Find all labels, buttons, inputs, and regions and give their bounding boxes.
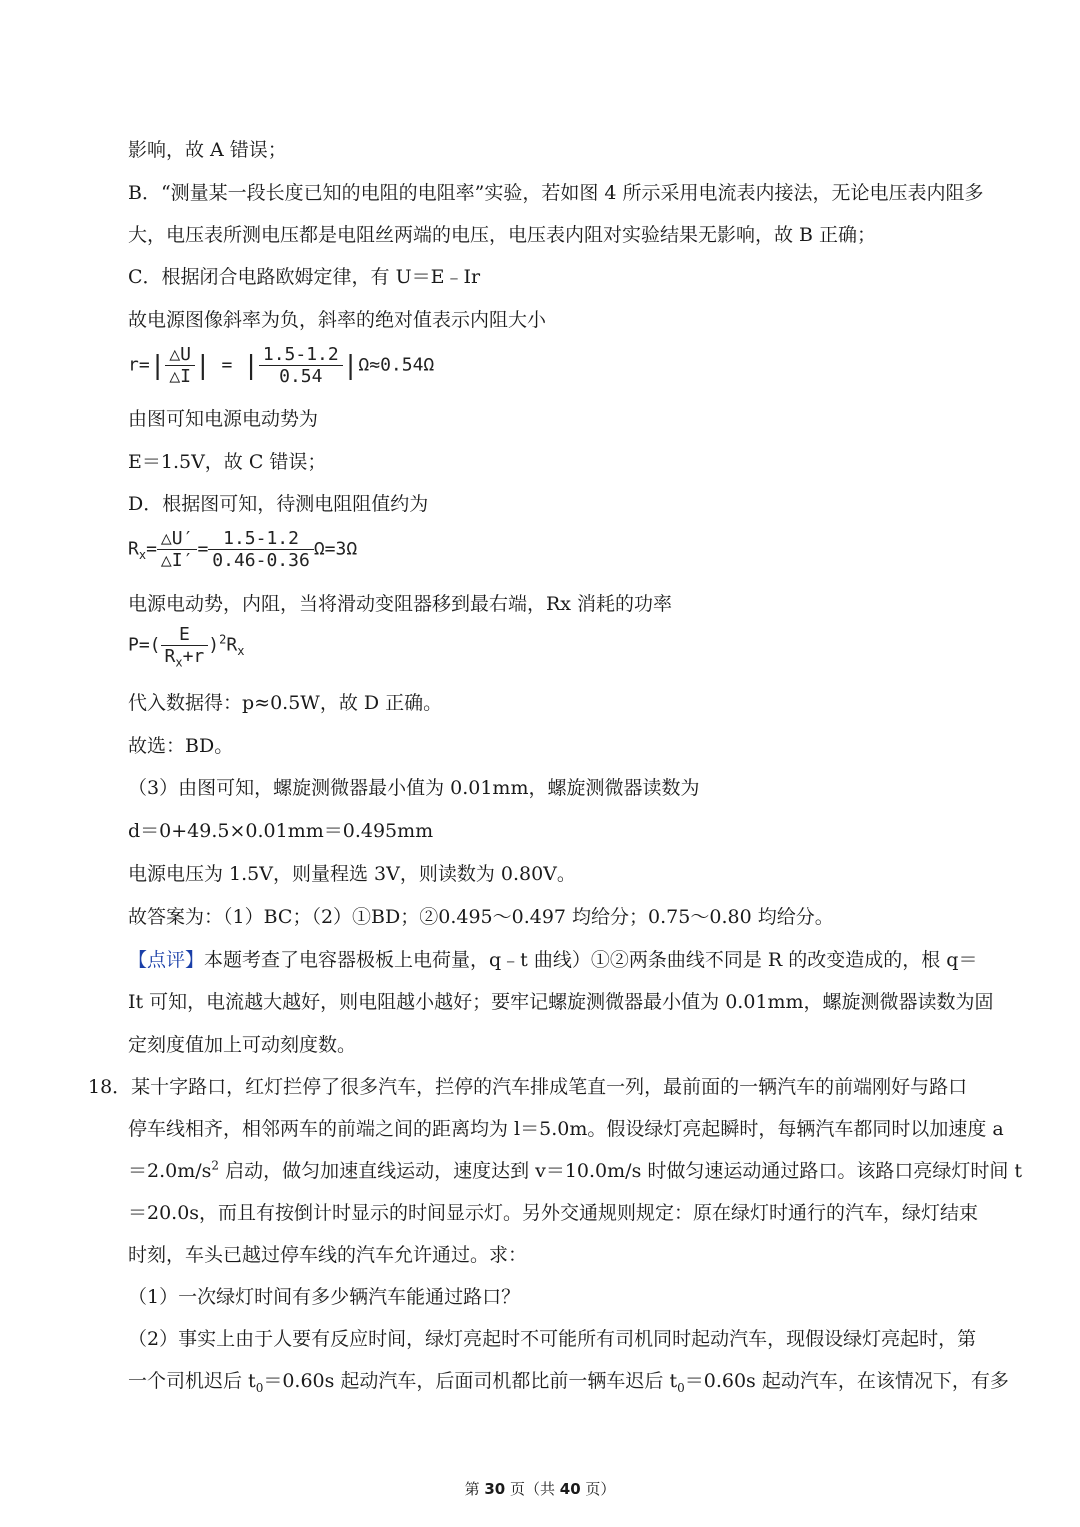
- formula-r-rhs: Ω≈0.54Ω: [358, 354, 435, 376]
- numerator: E: [178, 624, 190, 645]
- line-7: E＝1.5V，故 C 错误；: [128, 451, 327, 473]
- formula-r-lhs: r=: [128, 354, 150, 376]
- subscript: 0: [255, 1380, 264, 1395]
- footer-post: 页）: [580, 1480, 616, 1498]
- q18-line-5: 时刻，车头已越过停车线的汽车允许通过。求：: [128, 1244, 528, 1266]
- superscript: 2: [211, 1158, 220, 1173]
- subscript: x: [237, 644, 245, 659]
- line-4: C．根据闭合电路欧姆定律，有 U＝E﹣Ir: [128, 266, 481, 288]
- q18-line-2: 停车线相齐，相邻两车的前端之间的距离均为 l＝5.0m。假设绿灯亮起瞬时，每辆汽车都同时以加速度 a: [128, 1118, 1004, 1140]
- line-15: 故答案为：（1）BC；（2）①BD；②0.495～0.497 均给分；0.75～0.80 均给分。: [128, 906, 834, 928]
- accel-value: ＝2.0m/s: [128, 1160, 212, 1182]
- line-9: 电源电动势，内阻，当将滑动变阻器移到最右端，Rx 消耗的功率: [128, 593, 673, 615]
- line-1: 影响，故 A 错误；: [128, 139, 287, 161]
- numerator: 1.5-1.2: [223, 528, 299, 549]
- line-13: d＝0+49.5×0.01mm＝0.495mm: [128, 820, 434, 842]
- fraction-values: [259, 344, 343, 387]
- abs-bar: |: [195, 350, 211, 381]
- line-3: 大，电压表所测电压都是电阻丝两端的电压，电压表内阻对实验结果无影响，故 B 正确；: [128, 224, 877, 246]
- fraction-values: [208, 528, 314, 571]
- q18-line-3: [128, 1159, 1022, 1183]
- line-6: 由图可知电源电动势为: [128, 408, 319, 430]
- equals: =: [221, 354, 233, 376]
- q18-line-8-c: ＝0.60s 起动汽车，在该情况下，有多: [684, 1370, 1009, 1392]
- subscript: x: [175, 655, 183, 670]
- line-5: 故电源图像斜率为负，斜率的绝对值表示内阻大小: [128, 309, 547, 331]
- fraction-du-di: [165, 344, 195, 387]
- formula-p: [128, 624, 245, 670]
- formula-rx-rhs: Ω=3Ω: [313, 538, 358, 560]
- close-paren: ): [208, 634, 220, 656]
- subscript: 0: [677, 1380, 685, 1395]
- subscript: x: [138, 548, 147, 563]
- q18-line-1: 18．某十字路口，红灯拦停了很多汽车，拦停的汽车排成笔直一列，最前面的一辆汽车的前端刚好与路口: [88, 1076, 968, 1098]
- superscript: 2: [219, 632, 227, 647]
- review-text: 本题考查了电容器极板上电荷量，q﹣t 曲线）①②两条曲线不同是 R 的改变造成的，根 q＝: [204, 949, 978, 971]
- formula-r: [128, 344, 434, 387]
- line-12: （3）由图可知，螺旋测微器最小值为 0.01mm，螺旋测微器读数为: [128, 777, 700, 799]
- den-tail: +r: [182, 646, 205, 667]
- footer-pre: 第: [464, 1480, 485, 1498]
- equals: =: [146, 538, 157, 560]
- q18-line-6: （1）一次绿灯时间有多少辆汽车能通过路口？: [128, 1286, 521, 1308]
- denominator: 0.46-0.36: [208, 549, 314, 571]
- abs-bar: |: [342, 350, 359, 381]
- denominator: △I′: [157, 549, 198, 571]
- q18-line-7: （2）事实上由于人要有反应时间，绿灯亮起时不可能所有司机同时起动汽车，现假设绿灯亮起时，第: [128, 1328, 977, 1350]
- review-tag: 【点评】: [128, 949, 205, 971]
- denominator: △I: [165, 365, 195, 387]
- line-2: B．“测量某一段长度已知的电阻的电阻率”实验，若如图 4 所示采用电流表内接法，无论电压表内阻多: [128, 182, 984, 204]
- numerator: 1.5-1.2: [262, 344, 339, 365]
- formula-rx: [128, 528, 357, 571]
- line-18: 定刻度值加上可动刻度数。: [128, 1034, 357, 1056]
- q18-line-3-rest: 启动，做匀加速直线运动，速度达到 v＝10.0m/s 时做匀速运动通过路口。该路口亮绿灯时间 t: [219, 1160, 1023, 1182]
- fraction-e-over-r: [161, 624, 209, 670]
- line-10: 代入数据得：p≈0.5W，故 D 正确。: [128, 692, 443, 714]
- abs-bar: |: [149, 350, 166, 381]
- numerator: △U′: [160, 528, 194, 549]
- page-total: 40: [559, 1480, 581, 1498]
- denominator: 0.54: [259, 365, 343, 387]
- q18-line-4: ＝20.0s，而且有按倒计时显示的时间显示灯。另外交通规则规定：原在绿灯时通行的汽车，绿灯结束: [128, 1202, 979, 1224]
- equals: =: [197, 538, 209, 560]
- formula-p-lhs: P=(: [128, 634, 161, 656]
- line-16: [128, 948, 977, 972]
- fraction-du-di-prime: [157, 528, 198, 571]
- page-footer: [0, 1478, 1080, 1499]
- line-11: 故选：BD。: [128, 735, 234, 757]
- q18-line-8-a: 一个司机迟后 t: [128, 1370, 256, 1392]
- formula-rx-lhs: R: [128, 538, 139, 560]
- q18-line-8-b: ＝0.60s 起动汽车，后面司机都比前一辆车迟后 t: [263, 1370, 678, 1392]
- page-number: 30: [484, 1480, 506, 1498]
- tail-r: R: [226, 634, 238, 656]
- line-8: D．根据图可知，待测电阻阻值约为: [128, 493, 429, 515]
- denominator: [161, 645, 209, 670]
- line-17: It 可知，电流越大越好，则电阻越小越好；要牢记螺旋测微器最小值为 0.01mm，螺旋测微器读数为固: [128, 991, 994, 1013]
- footer-mid: 页（共: [505, 1480, 560, 1498]
- q18-line-8: [128, 1369, 1009, 1393]
- line-14: 电源电压为 1.5V，则量程选 3V，则读数为 0.80V。: [128, 863, 576, 885]
- den-r: R: [164, 646, 176, 667]
- abs-bar: |: [243, 350, 259, 381]
- numerator: △U: [169, 344, 192, 365]
